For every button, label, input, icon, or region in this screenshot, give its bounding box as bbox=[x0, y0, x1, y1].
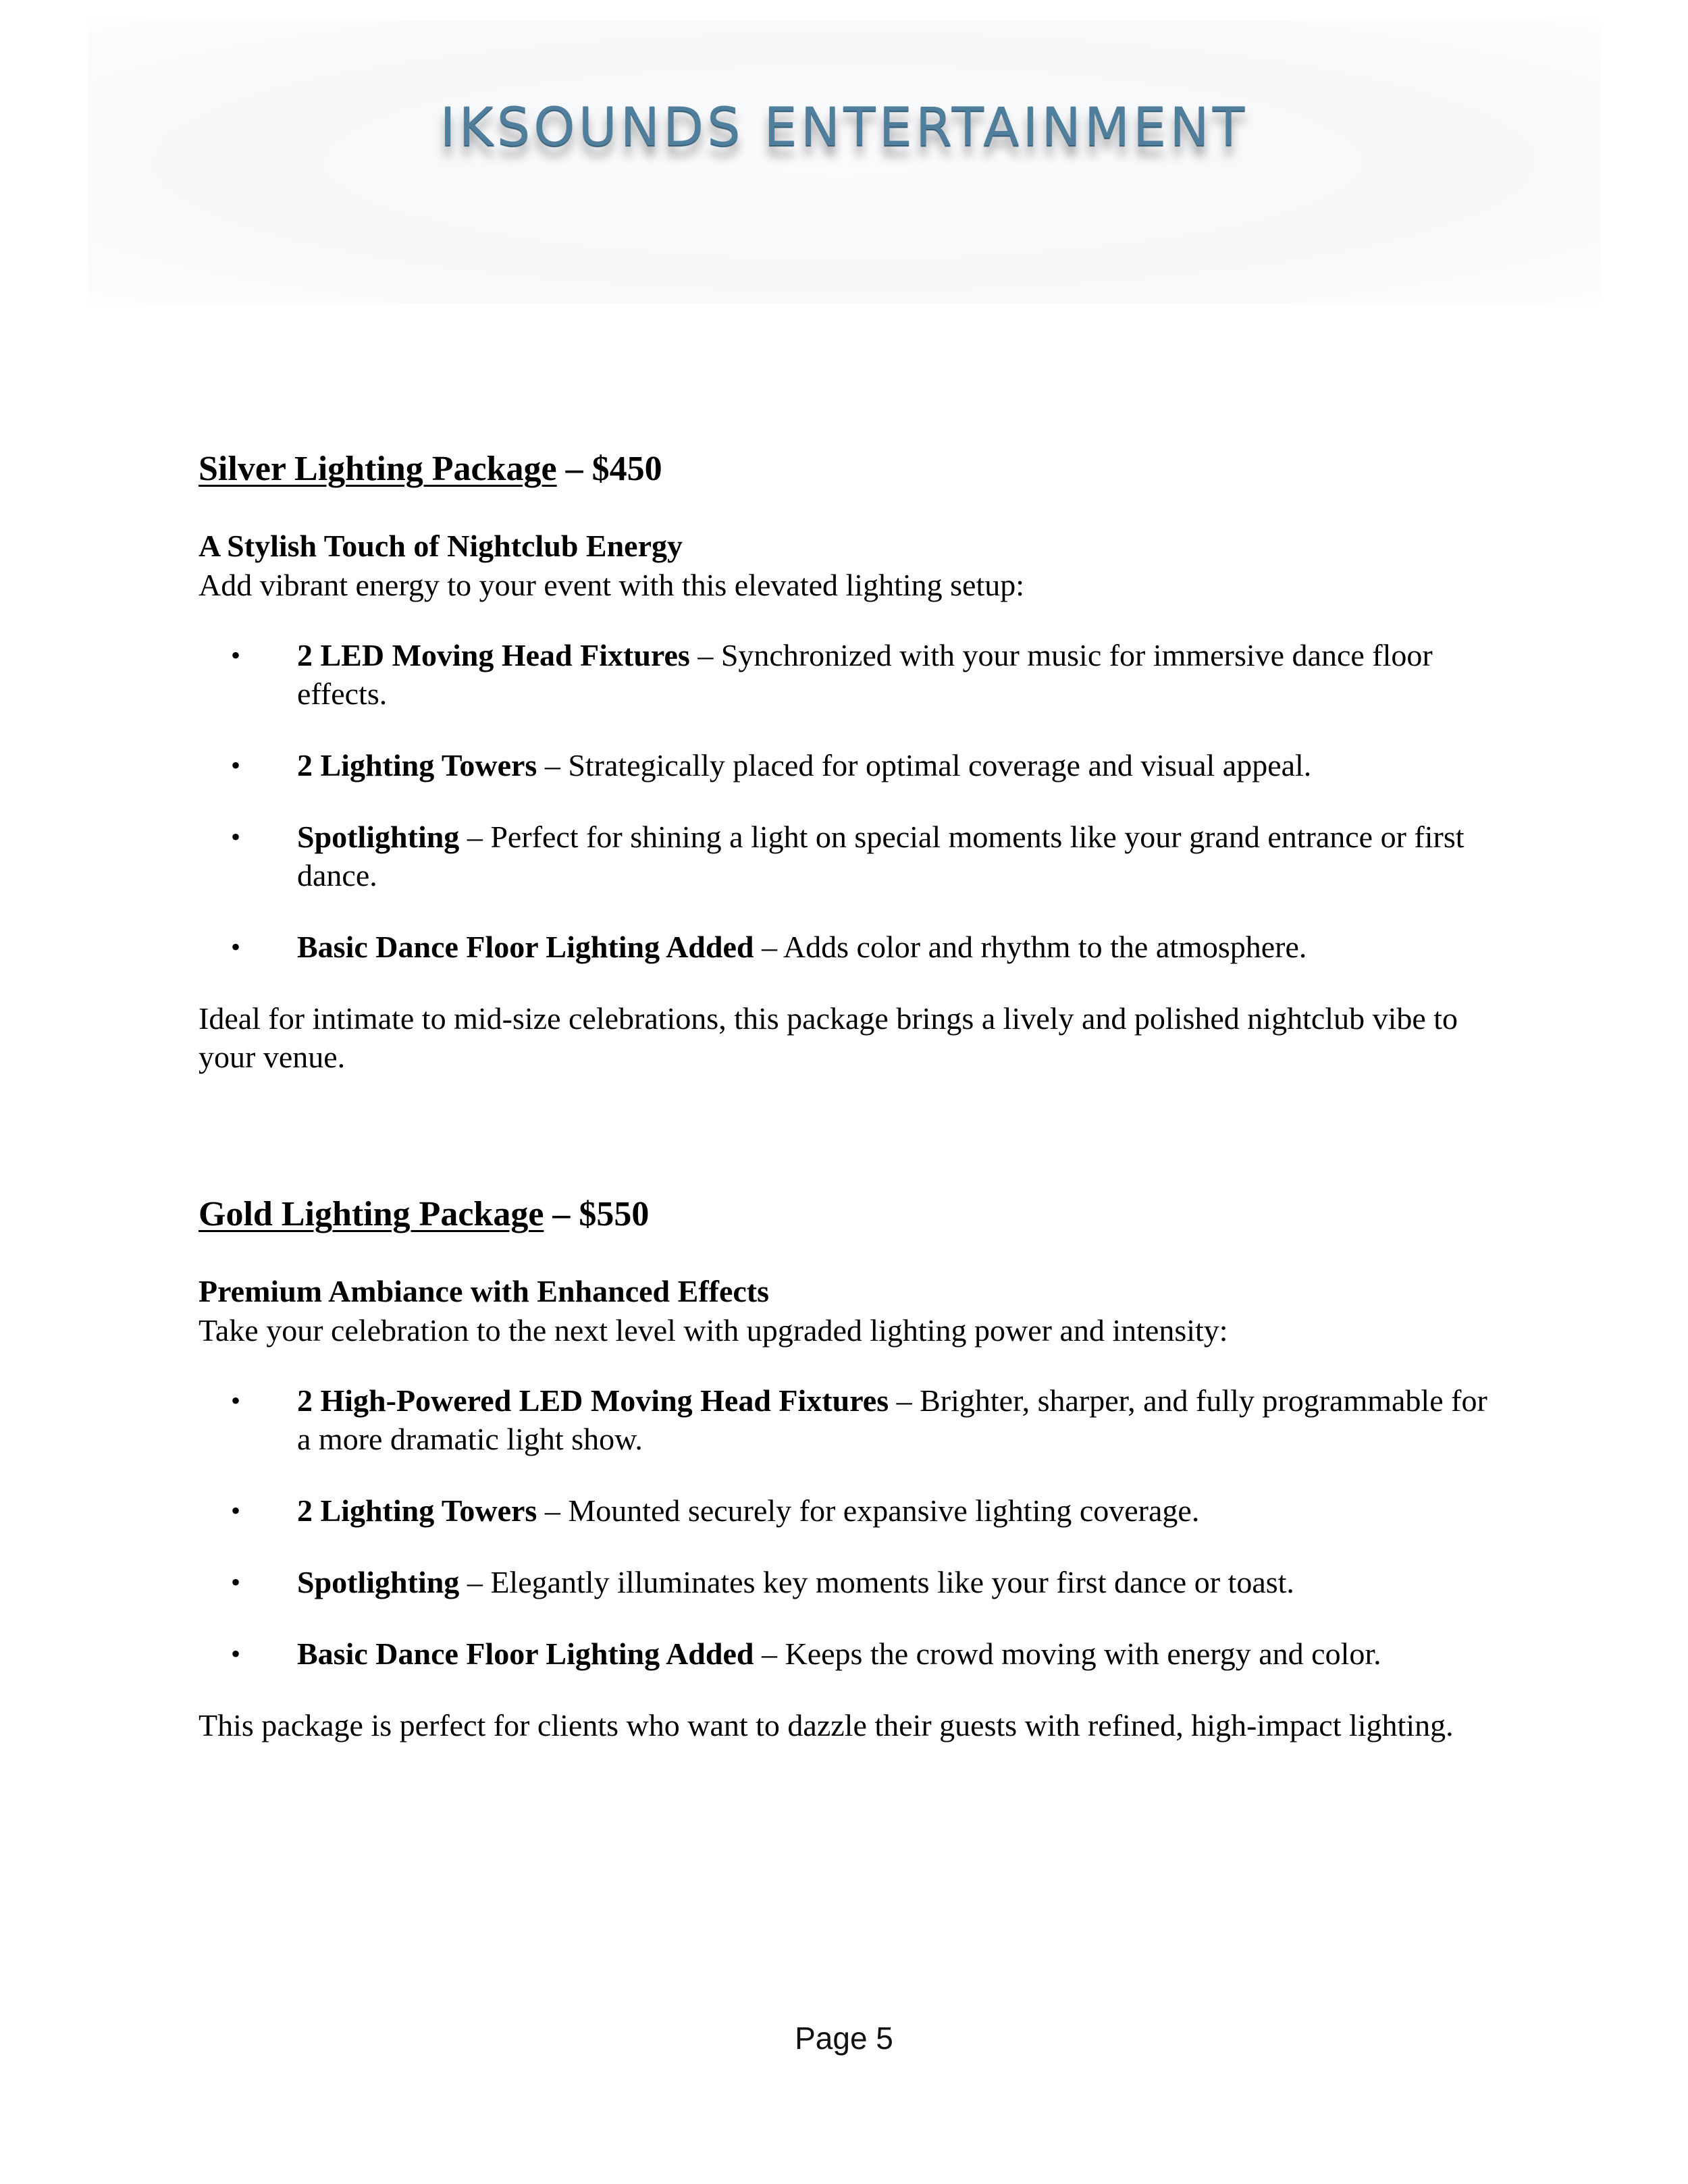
gold-package-section bbox=[199, 1191, 1502, 1744]
package-intro: Take your celebration to the next level with upgraded lighting power and intensity: bbox=[199, 1313, 1228, 1348]
list-item bbox=[199, 636, 1502, 713]
list-item bbox=[199, 1563, 1502, 1601]
feature-description: – Mounted securely for expansive lighting coverage. bbox=[537, 1493, 1200, 1528]
package-tagline: A Stylish Touch of Nightclub Energy bbox=[199, 529, 683, 563]
package-title bbox=[199, 446, 1502, 493]
package-summary: This package is perfect for clients who want to dazzle their guests with refined, high-impact lighting. bbox=[199, 1708, 1454, 1742]
package-intro: Add vibrant energy to your event with this elevated lighting setup: bbox=[199, 568, 1025, 602]
list-item bbox=[199, 1381, 1502, 1458]
package-name: Gold Lighting Package bbox=[199, 1195, 544, 1233]
header-band bbox=[88, 20, 1600, 304]
package-tagline: Premium Ambiance with Enhanced Effects bbox=[199, 1274, 770, 1308]
bullet-icon: • bbox=[231, 1639, 241, 1669]
package-title bbox=[199, 1191, 1502, 1238]
feature-name: Basic Dance Floor Lighting Added bbox=[297, 930, 754, 964]
bullet-icon: • bbox=[231, 750, 241, 780]
list-item bbox=[199, 746, 1502, 784]
bullet-icon: • bbox=[231, 1385, 241, 1416]
list-item bbox=[199, 928, 1502, 966]
bullet-icon: • bbox=[231, 1495, 241, 1526]
feature-name: Basic Dance Floor Lighting Added bbox=[297, 1636, 754, 1671]
section-spacer bbox=[199, 1076, 1502, 1191]
feature-name: Spotlighting bbox=[297, 820, 460, 854]
bullet-icon: • bbox=[231, 932, 241, 962]
feature-name: 2 High-Powered LED Moving Head Fixtures bbox=[297, 1383, 889, 1418]
page-number: Page 5 bbox=[795, 2021, 893, 2056]
list-item bbox=[199, 818, 1502, 895]
package-summary: Ideal for intimate to mid-size celebrations, this package brings a lively and polished nightclub vibe to your venue. bbox=[199, 1001, 1458, 1074]
list-item bbox=[199, 1634, 1502, 1673]
feature-description: – Synchronized with your music for immersive dance floor effects. bbox=[297, 638, 1433, 711]
feature-description: – Adds color and rhythm to the atmosphere. bbox=[754, 930, 1307, 964]
silver-package-section bbox=[199, 446, 1502, 1076]
document-body bbox=[199, 446, 1502, 1744]
bullet-icon: • bbox=[231, 1567, 241, 1597]
feature-description: – Brighter, sharper, and fully programmable for a more dramatic light show. bbox=[297, 1383, 1487, 1456]
feature-description: – Keeps the crowd moving with energy and color. bbox=[754, 1636, 1381, 1671]
feature-name: 2 Lighting Towers bbox=[297, 1493, 537, 1528]
package-name: Silver Lighting Package bbox=[199, 450, 557, 488]
package-price: – $450 bbox=[556, 450, 662, 488]
feature-description: – Strategically placed for optimal coverage and visual appeal. bbox=[537, 748, 1312, 782]
bullet-icon: • bbox=[231, 640, 241, 670]
feature-list bbox=[199, 1381, 1502, 1673]
feature-name: 2 Lighting Towers bbox=[297, 748, 537, 782]
company-logo: IKSOUNDS ENTERTAINMENT bbox=[440, 97, 1248, 158]
package-price: – $550 bbox=[544, 1195, 650, 1233]
feature-name: 2 LED Moving Head Fixtures bbox=[297, 638, 690, 672]
feature-list bbox=[199, 636, 1502, 966]
bullet-icon: • bbox=[231, 822, 241, 852]
list-item bbox=[199, 1491, 1502, 1530]
feature-description: – Elegantly illuminates key moments like your first dance or toast. bbox=[459, 1565, 1294, 1599]
feature-description: – Perfect for shining a light on special moments like your grand entrance or first dance. bbox=[297, 820, 1465, 893]
feature-name: Spotlighting bbox=[297, 1565, 460, 1599]
